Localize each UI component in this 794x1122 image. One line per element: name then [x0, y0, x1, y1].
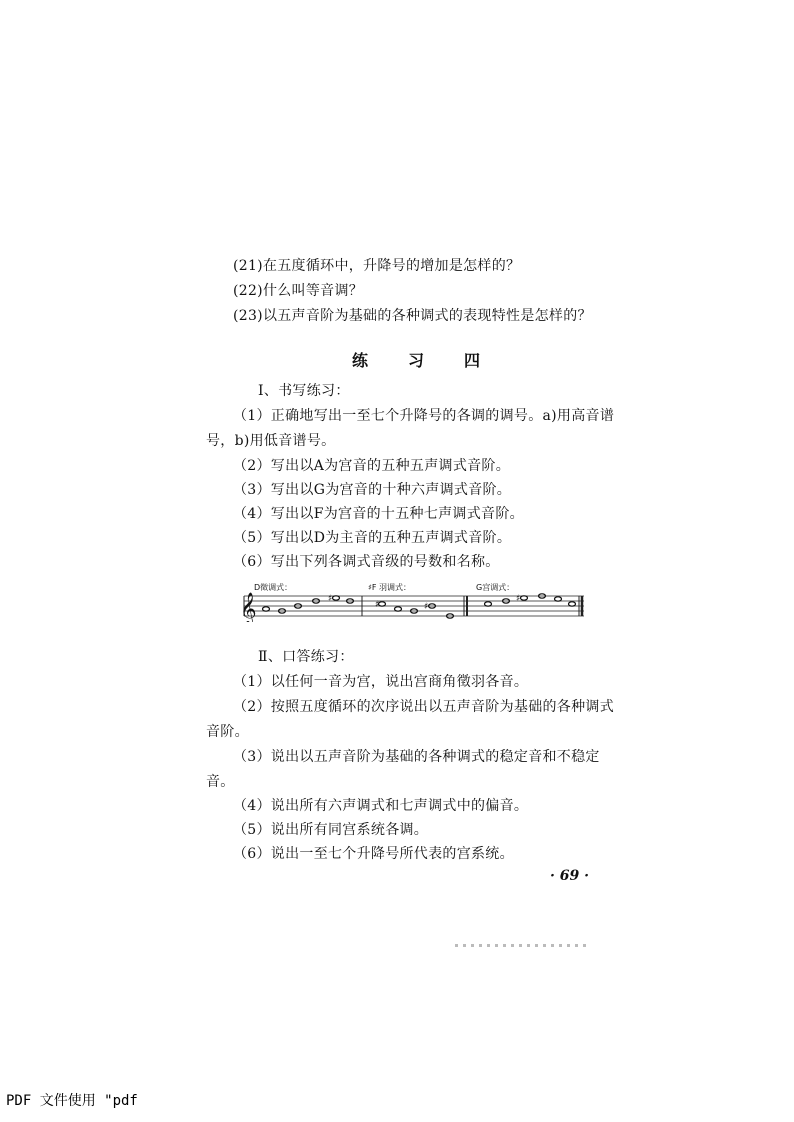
- part2-item-6: （6）说出一至七个升降号所代表的宫系统。: [233, 846, 514, 862]
- part1-item-1-cont: 号，b)用低音谱号。: [206, 433, 336, 449]
- mode-label-fsharp-yu: ♯F 羽调式：: [368, 583, 412, 592]
- pdf-footer: PDF 文件使用 "pdf: [6, 1093, 138, 1109]
- title-char-3: 四: [464, 351, 481, 370]
- part1-item-1: （1）正确地写出一至七个升降号的各调的调号。a)用高音谱: [233, 408, 615, 424]
- svg-text:♯: ♯: [328, 594, 333, 604]
- scan-artifact: [455, 944, 587, 947]
- treble-clef-icon: 𝄞: [240, 592, 257, 622]
- part2-heading: Ⅱ、口答练习：: [258, 649, 354, 665]
- part2-item-2: （2）按照五度循环的次序说出以五声音阶为基础的各种调式: [233, 699, 615, 715]
- section-title: [352, 348, 480, 371]
- title-char-1: 练: [352, 351, 369, 370]
- svg-text:♯: ♯: [516, 594, 521, 604]
- question-23: (23)以五声音阶为基础的各种调式的表现特性是怎样的？: [233, 308, 592, 324]
- part1-heading: Ⅰ、书写练习：: [258, 383, 350, 399]
- music-example: [236, 582, 586, 626]
- part1-item-4: （4）写出以F为宫音的十五种七声调式音阶。: [233, 506, 524, 522]
- question-21: (21)在五度循环中，升降号的增加是怎样的？: [233, 258, 521, 274]
- part2-item-2-cont: 音阶。: [206, 724, 249, 740]
- part2-item-5: （5）说出所有同宫系统各调。: [233, 822, 429, 838]
- svg-text:♯: ♯: [375, 600, 380, 610]
- part2-item-1: （1）以任何一音为宫，说出宫商角徵羽各音。: [233, 674, 529, 690]
- mode-label-d-zhi: D徵调式：: [254, 583, 293, 592]
- mode-label-g-gong: G宫调式：: [476, 583, 515, 592]
- part1-item-6: （6）写出下列各调式音级的号数和名称。: [233, 554, 500, 570]
- question-22: (22)什么叫等音调？: [233, 283, 364, 299]
- part1-item-3: （3）写出以G为宫音的十种六声调式音阶。: [233, 482, 512, 498]
- part2-item-3: （3）说出以五声音阶为基础的各种调式的稳定音和不稳定: [233, 749, 600, 765]
- svg-text:♯: ♯: [424, 602, 429, 612]
- part2-item-4: （4）说出所有六声调式和七声调式中的偏音。: [233, 798, 529, 814]
- part2-item-3-cont: 音。: [206, 774, 235, 790]
- part1-item-2: （2）写出以A为宫音的五种五声调式音阶。: [233, 458, 511, 474]
- part1-item-5: （5）写出以D为主音的五种五声调式音阶。: [233, 530, 512, 546]
- page-number: · 69 ·: [550, 868, 589, 884]
- title-char-2: 习: [408, 351, 425, 370]
- music-staff: [236, 582, 586, 622]
